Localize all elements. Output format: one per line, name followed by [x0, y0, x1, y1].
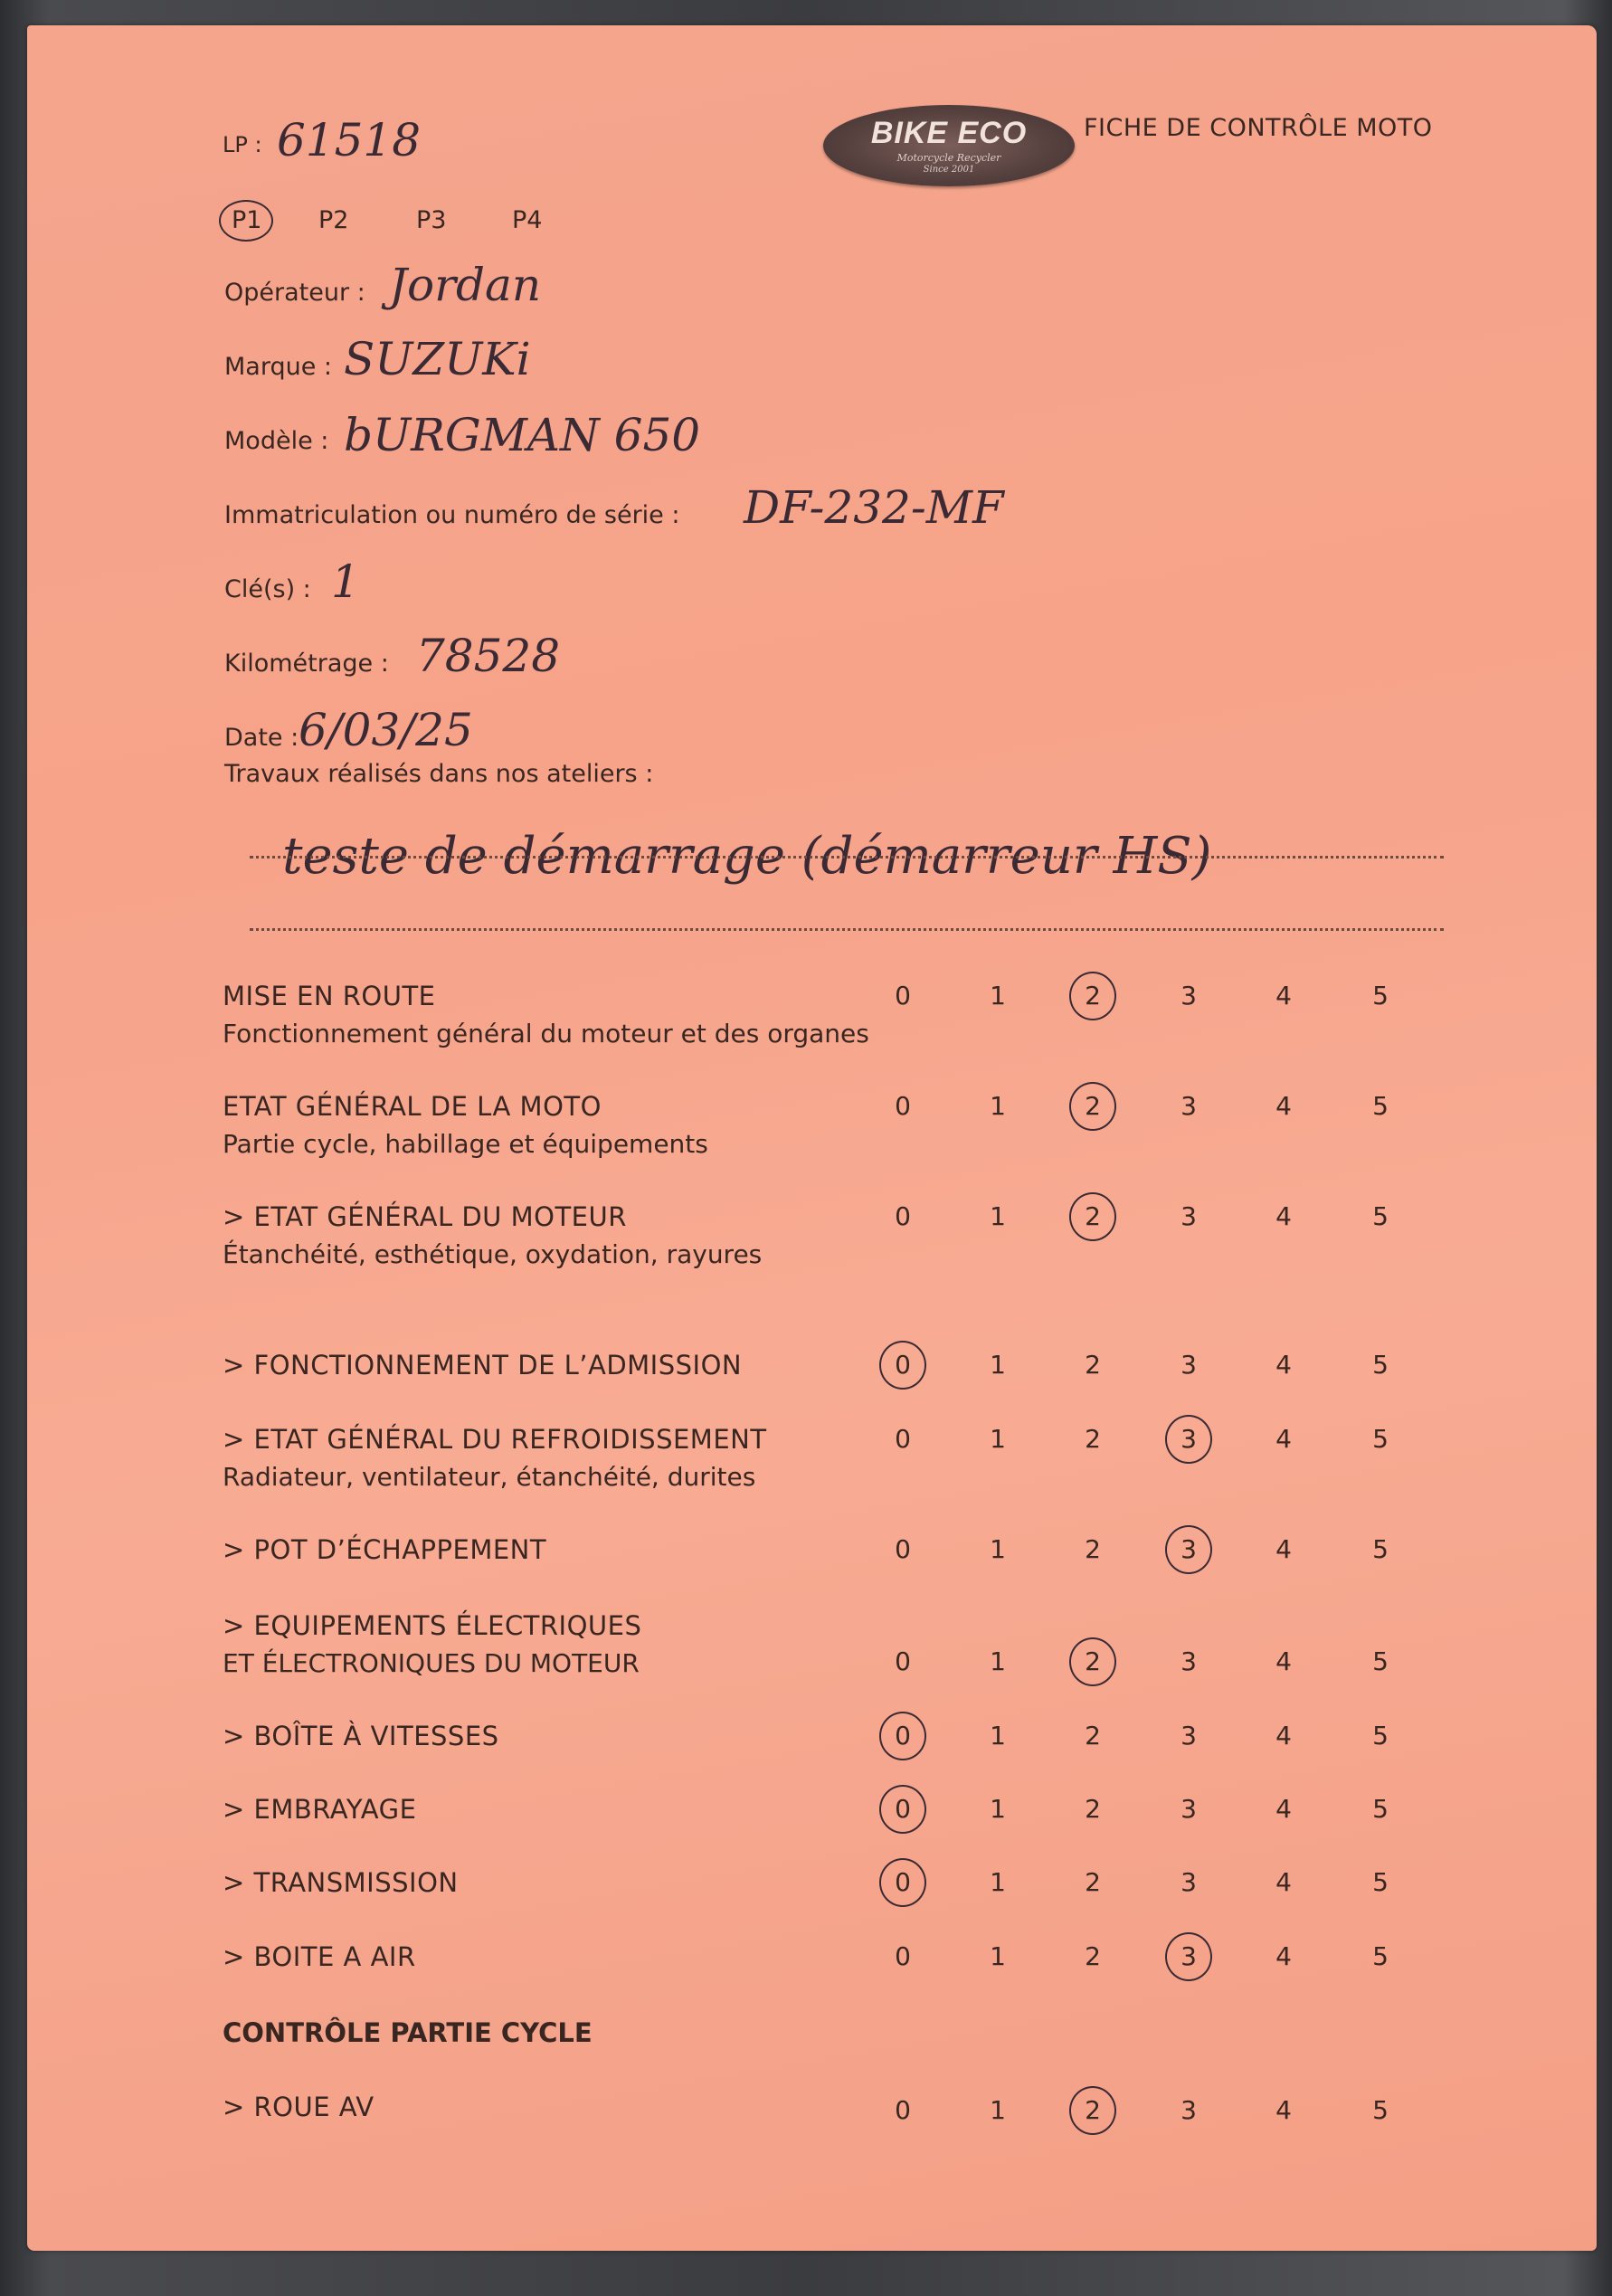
- check-title: ETAT GÉNÉRAL DE LA MOTO: [223, 1091, 602, 1122]
- score-option[interactable]: 4: [1275, 1350, 1292, 1380]
- score-option[interactable]: 5: [1372, 1424, 1389, 1454]
- score-option[interactable]: 4: [1275, 1424, 1292, 1454]
- score-option[interactable]: 1: [990, 1941, 1006, 1971]
- check-title: > POT D’ÉCHAPPEMENT: [223, 1534, 547, 1565]
- score-option[interactable]: 2: [1085, 2095, 1101, 2125]
- score-option[interactable]: 3: [1181, 1941, 1197, 1971]
- score-option[interactable]: 1: [990, 1867, 1006, 1897]
- score-option[interactable]: 5: [1372, 1794, 1389, 1824]
- score-option[interactable]: 4: [1275, 981, 1292, 1010]
- score-selection-circle: [1069, 2086, 1116, 2135]
- score-option[interactable]: 2: [1085, 1721, 1101, 1750]
- score-option[interactable]: 1: [990, 1201, 1006, 1231]
- check-subtitle: ET ÉLECTRONIQUES DU MOTEUR: [223, 1648, 640, 1678]
- score-option[interactable]: 0: [895, 981, 911, 1010]
- score-option[interactable]: 0: [895, 1794, 911, 1824]
- score-option[interactable]: 3: [1181, 981, 1197, 1010]
- score-option[interactable]: 4: [1275, 1201, 1292, 1231]
- work-line-1: [250, 856, 1444, 859]
- check-subtitle: Fonctionnement général du moteur et des organes: [223, 1019, 869, 1048]
- score-selection-circle: [1069, 1082, 1116, 1131]
- date-value[interactable]: 6/03/25: [299, 704, 473, 756]
- score-option[interactable]: 2: [1085, 1794, 1101, 1824]
- registration-value[interactable]: DF-232-MF: [744, 481, 1004, 534]
- score-option[interactable]: 2: [1085, 1091, 1101, 1121]
- check-subtitle: Étanchéité, esthétique, oxydation, rayures: [223, 1239, 763, 1269]
- score-option[interactable]: 0: [895, 1534, 911, 1564]
- control-sheet: [27, 25, 1597, 2251]
- check-subtitle: Partie cycle, habillage et équipements: [223, 1129, 708, 1159]
- score-option[interactable]: 0: [895, 2095, 911, 2125]
- score-selection-circle: [1069, 1637, 1116, 1686]
- score-option[interactable]: 0: [895, 1867, 911, 1897]
- score-selection-circle: [879, 1712, 926, 1760]
- score-selection-circle: [1165, 1932, 1212, 1981]
- score-option[interactable]: 3: [1181, 1867, 1197, 1897]
- sheet-title: FICHE DE CONTRÔLE MOTO: [1084, 114, 1433, 142]
- score-selection-circle: [879, 1858, 926, 1907]
- score-option[interactable]: 4: [1275, 1794, 1292, 1824]
- check-title: > ROUE AV: [223, 2092, 375, 2122]
- score-selection-circle: [1069, 972, 1116, 1020]
- score-option[interactable]: 4: [1275, 1941, 1292, 1971]
- score-option[interactable]: 2: [1085, 1941, 1101, 1971]
- score-option[interactable]: 3: [1181, 2095, 1197, 2125]
- lp-value: 61518: [277, 114, 422, 166]
- check-title: MISE EN ROUTE: [223, 981, 436, 1011]
- score-option[interactable]: 4: [1275, 1867, 1292, 1897]
- model-label: Modèle :: [224, 427, 329, 455]
- score-selection-circle: [879, 1785, 926, 1834]
- score-option[interactable]: 1: [990, 1091, 1006, 1121]
- score-option[interactable]: 4: [1275, 1534, 1292, 1564]
- score-option[interactable]: 2: [1085, 1646, 1101, 1676]
- mileage-label: Kilométrage :: [224, 650, 389, 678]
- keys-label: Clé(s) :: [224, 575, 311, 603]
- work-value[interactable]: teste de démarrage (démarreur HS): [282, 827, 1212, 886]
- score-option[interactable]: 5: [1372, 981, 1389, 1010]
- score-option[interactable]: 5: [1372, 1534, 1389, 1564]
- mileage-value[interactable]: 78528: [416, 630, 561, 682]
- score-option[interactable]: 3: [1181, 1646, 1197, 1676]
- keys-value[interactable]: 1: [331, 555, 360, 608]
- logo-since: Since 2001: [923, 165, 975, 175]
- check-title: > EMBRAYAGE: [223, 1794, 417, 1825]
- check-title: > EQUIPEMENTS ÉLECTRIQUES: [223, 1610, 642, 1641]
- check-title: > BOITE A AIR: [223, 1941, 416, 1972]
- score-option[interactable]: 5: [1372, 1350, 1389, 1380]
- bike-eco-logo: [823, 105, 1075, 186]
- score-option[interactable]: 5: [1372, 2095, 1389, 2125]
- phase-selection-circle: [219, 200, 273, 242]
- score-selection-circle: [1165, 1525, 1212, 1574]
- score-option[interactable]: 0: [895, 1424, 911, 1454]
- score-option[interactable]: 0: [895, 1091, 911, 1121]
- score-option[interactable]: 4: [1275, 2095, 1292, 2125]
- score-option[interactable]: 4: [1275, 1091, 1292, 1121]
- check-title: > TRANSMISSION: [223, 1867, 459, 1898]
- score-option[interactable]: 2: [1085, 1201, 1101, 1231]
- score-option[interactable]: 5: [1372, 1091, 1389, 1121]
- score-option[interactable]: 0: [895, 1350, 911, 1380]
- score-option[interactable]: 2: [1085, 1867, 1101, 1897]
- score-option[interactable]: 3: [1181, 1350, 1197, 1380]
- logo-name: BIKE ECO: [870, 116, 1028, 150]
- score-option[interactable]: 1: [990, 1646, 1006, 1676]
- score-option[interactable]: 1: [990, 1424, 1006, 1454]
- brand-label: Marque :: [224, 353, 333, 381]
- score-option[interactable]: 0: [895, 1201, 911, 1231]
- phase-p2[interactable]: P2: [318, 206, 349, 234]
- operator-label: Opérateur :: [224, 279, 365, 307]
- score-option[interactable]: 2: [1085, 981, 1101, 1010]
- score-option[interactable]: 2: [1085, 1350, 1101, 1380]
- score-option[interactable]: 1: [990, 981, 1006, 1010]
- score-selection-circle: [1165, 1415, 1212, 1464]
- operator-value[interactable]: Jordan: [389, 259, 542, 311]
- lp-label: LP :: [223, 132, 262, 157]
- check-title: > ETAT GÉNÉRAL DU MOTEUR: [223, 1201, 627, 1232]
- score-option[interactable]: 1: [990, 1794, 1006, 1824]
- model-value[interactable]: bURGMAN 650: [344, 409, 701, 461]
- cycle-section-title: CONTRÔLE PARTIE CYCLE: [223, 2017, 593, 2048]
- phase-p1[interactable]: P1: [232, 206, 262, 234]
- score-option[interactable]: 0: [895, 1721, 911, 1750]
- score-option[interactable]: 5: [1372, 1646, 1389, 1676]
- brand-value[interactable]: SUZUKi: [344, 333, 531, 385]
- score-option[interactable]: 1: [990, 1721, 1006, 1750]
- score-option[interactable]: 3: [1181, 1721, 1197, 1750]
- phase-p3[interactable]: P3: [416, 206, 447, 234]
- check-title: > FONCTIONNEMENT DE L’ADMISSION: [223, 1350, 743, 1380]
- score-option[interactable]: 5: [1372, 1941, 1389, 1971]
- score-option[interactable]: 0: [895, 1941, 911, 1971]
- score-option[interactable]: 5: [1372, 1201, 1389, 1231]
- score-option[interactable]: 3: [1181, 1091, 1197, 1121]
- score-selection-circle: [1069, 1192, 1116, 1241]
- score-option[interactable]: 2: [1085, 1534, 1101, 1564]
- score-option[interactable]: 3: [1181, 1201, 1197, 1231]
- score-option[interactable]: 2: [1085, 1424, 1101, 1454]
- check-title: > BOÎTE À VITESSES: [223, 1721, 499, 1751]
- score-option[interactable]: 1: [990, 2095, 1006, 2125]
- score-option[interactable]: 5: [1372, 1867, 1389, 1897]
- score-option[interactable]: 3: [1181, 1424, 1197, 1454]
- date-label: Date :: [224, 724, 299, 752]
- check-title: > ETAT GÉNÉRAL DU REFROIDISSEMENT: [223, 1424, 767, 1455]
- score-option[interactable]: 1: [990, 1534, 1006, 1564]
- score-option[interactable]: 1: [990, 1350, 1006, 1380]
- score-option[interactable]: 4: [1275, 1721, 1292, 1750]
- score-option[interactable]: 3: [1181, 1534, 1197, 1564]
- score-option[interactable]: 3: [1181, 1794, 1197, 1824]
- work-label: Travaux réalisés dans nos ateliers :: [224, 760, 654, 788]
- score-option[interactable]: 4: [1275, 1646, 1292, 1676]
- logo-tagline: Motorcycle Recycler: [896, 152, 1001, 164]
- score-selection-circle: [879, 1341, 926, 1390]
- work-line-2: [250, 928, 1444, 931]
- phase-p4[interactable]: P4: [512, 206, 543, 234]
- score-option[interactable]: 5: [1372, 1721, 1389, 1750]
- check-subtitle: Radiateur, ventilateur, étanchéité, durites: [223, 1462, 756, 1492]
- score-option[interactable]: 0: [895, 1646, 911, 1676]
- registration-label: Immatriculation ou numéro de série :: [224, 501, 680, 529]
